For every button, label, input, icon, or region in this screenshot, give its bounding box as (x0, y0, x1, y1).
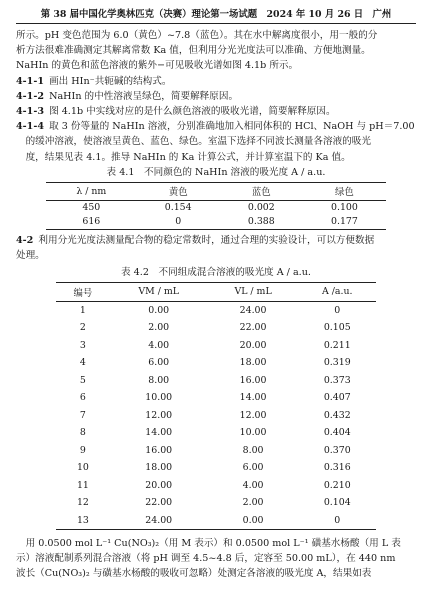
table-cell: 18.00 (145, 462, 173, 474)
table-cell: 0.404 (323, 427, 351, 439)
column-header: VL / mL (208, 283, 299, 301)
table-cell: 0.210 (323, 479, 351, 491)
table-cell: 0.177 (303, 215, 386, 230)
table-cell: 2.00 (242, 497, 264, 509)
question-number: 4-2 (16, 234, 34, 246)
table-cell: 0.370 (323, 444, 351, 456)
table-row (56, 407, 376, 424)
table-cell: 3 (79, 339, 86, 351)
table-cell: 9 (79, 444, 86, 456)
table-cell: 0.00 (208, 512, 299, 530)
intro-line: 所示。pH 变色范围为 6.0（黄色）~7.8（蓝色）。其在水中解离度很小，用一般的分 (16, 30, 378, 41)
table-cell: 1 (79, 304, 86, 316)
table-row (56, 319, 376, 336)
intro-line: 析方法很难准确测定其解离常数 Ka 值，但利用分光光度法可以准确、方便地测量。 (16, 45, 371, 57)
table-row (46, 200, 386, 215)
table-cell: 10 (76, 462, 89, 474)
column-header: VM / mL (110, 283, 208, 301)
table-cell: 22.00 (239, 322, 267, 334)
table-4-1-caption: 表 4.1 不同颜色的 NaHIn 溶液的吸光度 A / a.u. (106, 166, 326, 178)
column-header: 绿色 (303, 182, 386, 200)
footer-paragraph (16, 536, 416, 582)
table-cell: 20.00 (145, 479, 173, 491)
column-header: 编号 (56, 283, 110, 301)
table-cell: 10.00 (145, 392, 173, 404)
table-cell: 0.316 (323, 462, 351, 474)
table-4-1 (46, 182, 386, 230)
question-number: 4-1-3 (16, 106, 44, 118)
question-number: 4-1-4 (16, 121, 44, 133)
table-row (56, 494, 376, 511)
table-row (56, 389, 376, 406)
table-cell: 2.00 (148, 322, 170, 334)
table-cell: 16.00 (239, 374, 267, 386)
table-cell: 13 (56, 512, 110, 530)
table-cell: 0.00 (148, 304, 170, 316)
question-4-1-3 (16, 104, 416, 119)
table-cell: 4.00 (148, 339, 170, 351)
footer-line: 波长（Cu(NO₃)₂ 与磺基水杨酸的吸收可忽略）处测定各溶液的吸光度 A，结果如表 (16, 568, 372, 580)
table-cell: 7 (79, 409, 86, 421)
table-cell: 0.388 (220, 215, 303, 230)
question-number: 4-1-2 (16, 90, 44, 102)
table-cell: 18.00 (239, 357, 267, 369)
table-4-2 (56, 282, 376, 530)
table-cell: 12 (76, 497, 89, 509)
question-4-2 (16, 233, 416, 248)
column-header: 蓝色 (220, 182, 303, 200)
question-4-1-1 (16, 74, 416, 89)
table-cell: 0 (137, 215, 220, 230)
table-cell: 0.211 (323, 339, 351, 351)
question-text: 取 3 份等量的 NaHIn 溶液，分别准确地加入相同体积的 HCl、NaOH 与 pH＝7.00 (49, 121, 415, 133)
table-row (56, 512, 376, 530)
table-cell: 20.00 (239, 339, 267, 351)
table-cell: 24.00 (110, 512, 208, 530)
question-text: 利用分光光度法测量配合物的稳定常数时，通过合理的实验设计，可以方便数据 (38, 234, 375, 246)
table-cell: 8.00 (242, 444, 264, 456)
table-cell: 0.319 (323, 357, 351, 369)
table-cell: 0.407 (323, 392, 351, 404)
table-cell: 5 (79, 374, 86, 386)
question-text: 图 4.1b 中实线对应的是什么颜色溶液的吸收光谱，简要解释原因。 (49, 106, 336, 118)
question-4-2-continued: 处理。 (16, 250, 45, 262)
table-row (56, 354, 376, 371)
table-cell: 6.00 (148, 357, 170, 369)
table-header-row (46, 182, 386, 200)
table-cell: 0.100 (331, 202, 358, 214)
intro-line: NaHIn 的黄色和蓝色溶液的紫外−可见吸收光谱如图 4.1b 所示。 (16, 60, 299, 72)
table-row (56, 442, 376, 459)
table-cell: 0.002 (247, 202, 275, 214)
table-cell: 22.00 (145, 497, 173, 509)
table-cell: 4.00 (242, 479, 264, 491)
table-cell: 12.00 (239, 409, 267, 421)
table-cell: 6.00 (242, 462, 264, 474)
question-4-1-4-continued: 的缓冲溶液，使溶液呈黄色、蓝色、绿色。室温下选择不同波长测量各溶液的吸光 (25, 136, 371, 148)
table-cell: 14.00 (145, 427, 173, 439)
table-row (56, 301, 376, 319)
column-header: λ / nm (46, 182, 137, 200)
question-text: NaHIn 的中性溶液呈绿色，简要解释原因。 (49, 90, 239, 102)
table-cell: 10.00 (239, 427, 267, 439)
table-row (56, 372, 376, 389)
table-cell: 0.105 (323, 322, 351, 334)
question-4-1-4 (16, 119, 416, 134)
table-row (56, 459, 376, 476)
footer-line: 用 0.0500 mol L⁻¹ Cu(NO₃)₂（用 M 表示）和 0.0500 mol L⁻¹ 磺基水杨酸（用 L 表 (25, 538, 401, 550)
table-cell: 616 (46, 215, 137, 230)
table-cell: 11 (76, 479, 89, 491)
table-row (56, 424, 376, 441)
table-cell: 0.432 (323, 409, 351, 421)
table-cell: 6 (79, 392, 86, 404)
footer-line: 示）溶液配制系列混合溶液（将 pH 调至 4.5~4.8 后，定容至 50.00 mL），在 440 nm (16, 553, 396, 565)
table-cell: 0.154 (164, 202, 192, 214)
column-header: A /a.u. (299, 283, 376, 301)
table-row (56, 337, 376, 354)
table-cell: 0 (299, 512, 376, 530)
table-header-row (56, 283, 376, 301)
table-cell: 0 (334, 304, 341, 316)
table-cell: 2 (79, 322, 86, 334)
table-row (46, 215, 386, 230)
table-cell: 0.373 (323, 374, 351, 386)
table-row (56, 477, 376, 494)
table-cell: 8.00 (148, 374, 170, 386)
table-cell: 450 (82, 202, 101, 214)
question-number: 4-1-1 (16, 75, 44, 87)
column-header: 黄色 (137, 182, 220, 200)
page-header: 第 38 届中国化学奥林匹克（决赛）理论第一场试题 2024 年 10 月 26 日 广州 (16, 6, 416, 24)
question-4-1-4-continued: 度，结果见表 4.1。推导 NaHIn 的 Ka 计算公式，并计算室温下的 Ka 值。 (25, 151, 351, 163)
table-cell: 0.104 (323, 497, 351, 509)
intro-paragraph (16, 28, 416, 74)
table-cell: 8 (79, 427, 86, 439)
table-cell: 16.00 (145, 444, 173, 456)
table-cell: 24.00 (239, 304, 267, 316)
question-text: 画出 HIn⁻共轭碱的结构式。 (49, 75, 172, 87)
table-4-2-caption: 表 4.2 不同组成混合溶液的吸光度 A / a.u. (121, 267, 311, 279)
question-4-1-2 (16, 89, 416, 104)
table-cell: 4 (79, 357, 86, 369)
table-cell: 14.00 (239, 392, 267, 404)
table-cell: 12.00 (145, 409, 173, 421)
